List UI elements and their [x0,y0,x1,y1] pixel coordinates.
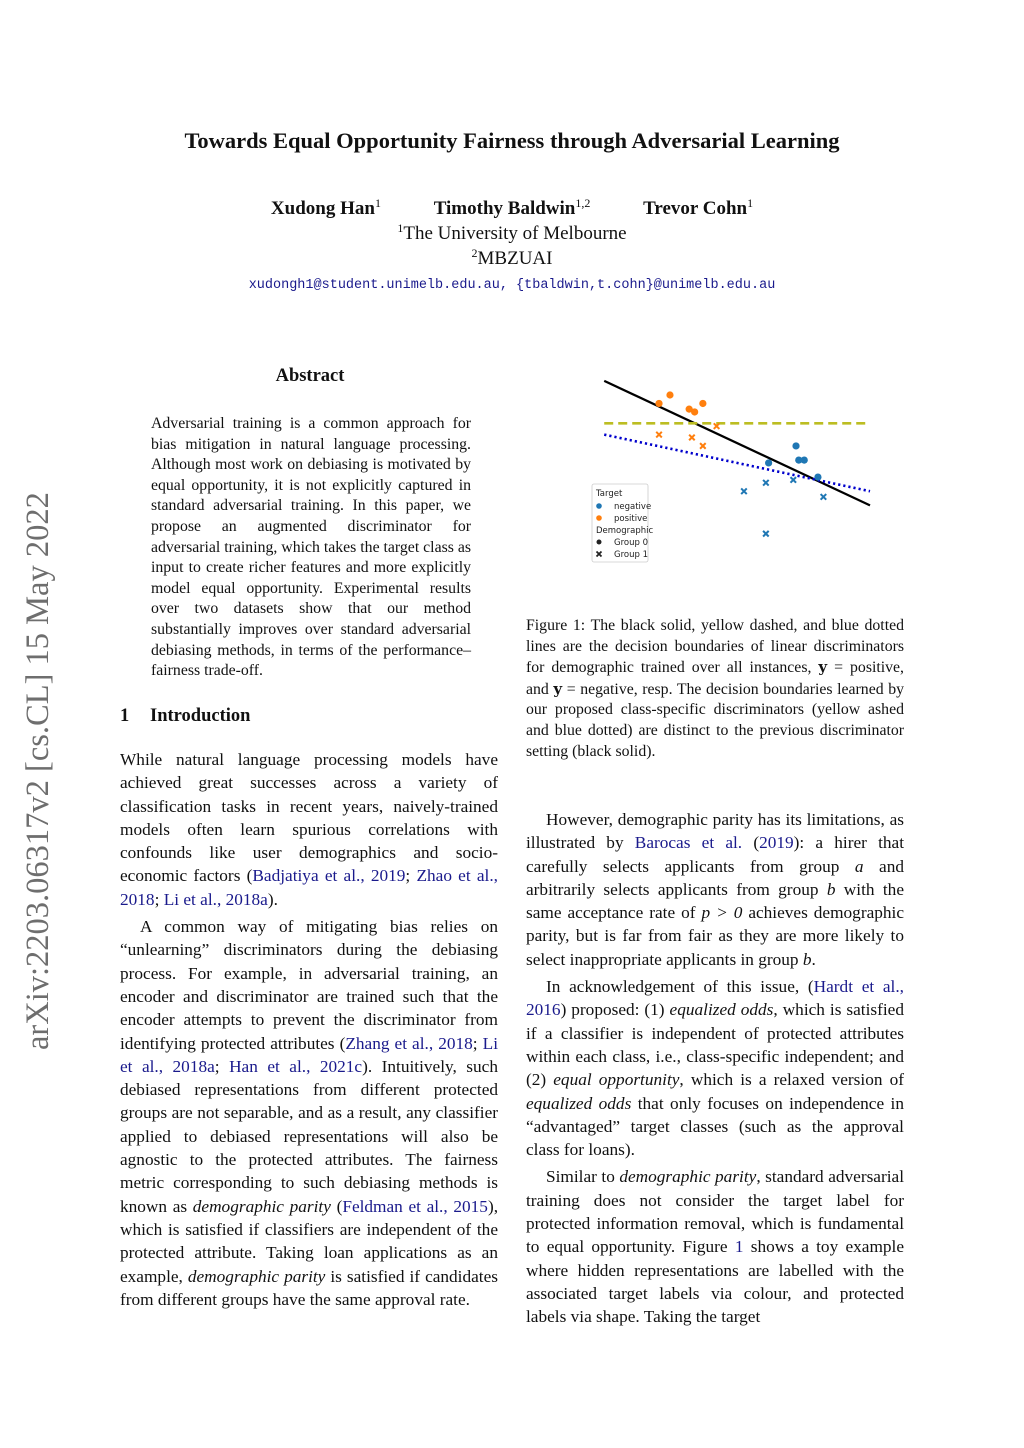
data-point-negative-group1 [763,480,769,486]
legend-negative-label: negative [614,502,652,512]
author-name: Xudong Han$^1$ [270,196,381,219]
arxiv-stamp: arXiv:2203.06317v2 [cs.CL] 15 May 2022 [20,492,56,1050]
abstract-text: Adversarial training is a common approach for bias mitigation in natural language processing. Although most work on debiasing is motivated by equal opportunity, it is not explicitly captured in standard adversarial training. In this paper, we propose an augmented discriminator for adversarial training, which takes the target class as input to create richer features and more explicitly model equal opportunity. Experimental results over two datasets show that our method substantially improves over standard adversarial debiasing methods, in terms of the performance–fairness trade-off. [151,415,471,680]
affiliation: $^2$MBZUAI [471,246,553,269]
citation-link[interactable]: Hardt et al., 2016 [526,977,904,1020]
data-point-positive-group1 [700,443,706,449]
author-list [0,198,1024,220]
right-column-body [526,808,904,1329]
paragraph: Similar to demographic parity, standard adversarial training does not consider the target label for protected information removal, which is fundamental to equal opportunity. Figure 1 shows a toy example where hidden representations are labelled with the associated target labels via colour, and protected labels via shape. Taking the target [526,1167,905,1327]
paragraph: In acknowledgement of this issue, (Hardt et al., 2016) proposed: (1) equalized odds, which is satisfied if a classifier is independent of protected attributes within each class, i.e., class-specific independent; and (2) equal opportunity, which is a relaxed version of equalized odds that only focuses on independence in “advantaged” target classes (such as the approval class for loans). [526,977,904,1160]
citation-link[interactable]: Zhang et al., 2018 [345,1033,473,1053]
data-point-positive-group0 [655,400,662,407]
citation-link[interactable]: Feldman et al., 2015 [342,1196,488,1216]
data-point-positive-group0 [691,408,698,415]
chart-legend [592,484,653,562]
data-point-negative-group1 [763,531,769,537]
affiliation: $^1$The University of Melbourne [397,221,627,244]
paragraph: A common way of mitigating bias relies on “unlearning” discriminators during the debiasing process. For example, in adversarial training, an encoder and discriminator are trained such that the encoder attempts to prevent the discriminator from identifying protected attributes (Zhang et al., 2018; Li et al., 2018a; Han et al., 2021c). Intuitively, such debiased representations from different protected groups are not separable, and as a result, any classifier applied to debiased representations will also be agnostic to the protected attributes. The fairness metric corresponding to such debiasing methods is known as demographic parity (Feldman et al., 2015), which is satisfied if classifiers are independent of the protected attribute. Taking loan applications as an example, demographic parity is satisfied if candidates from different groups have the same approval rate. [120,917,499,1309]
legend-title-target: Target [596,489,623,499]
paragraph: While natural language processing models have achieved great successes across a variety of classification tasks in recent years, naively-trained models often learn spurious correlations with confounds like user demographics and socio-economic factors (Badjatiya et al., 2019; Zhao et al., 2018; Li et al., 2018a). [120,750,498,909]
data-point-negative-group0 [814,473,821,480]
legend-group0-label: Group 0 [614,538,648,548]
legend-group1-label: Group 1 [614,550,648,560]
data-point-negative-group1 [790,477,796,483]
section-heading: 1 Introduction [120,706,251,726]
citation-link[interactable]: Zhao et al., 2018 [120,866,498,909]
author-name: Timothy Baldwin$^{1,2}$ [433,196,591,219]
figure-reference-link[interactable]: 1 [734,1237,744,1257]
legend-negative-marker [596,503,602,509]
data-point-positive-group0 [699,400,706,407]
citation-link[interactable]: Li et al., 2018a [120,1033,499,1076]
abstract-heading: Abstract [275,366,345,386]
citation-link[interactable]: Li et al., 2018a [163,889,268,909]
paragraph: However, demographic parity has its limitations, as illustrated by Barocas et al. (2019): a hirer that carefully selects applicants from group a and arbitrarily selects applicants from group b with the same acceptance rate of p > 0 achieves demographic parity, but is far from fair as they are more likely to select inappropriate applicants in group b. [526,810,905,969]
paper-title: Towards Equal Opportunity Fairness through Adversarial Learning [184,128,840,153]
data-point-positive-group1 [689,435,695,441]
data-point-negative-group0 [801,456,808,463]
data-point-positive-group0 [666,391,673,398]
data-point-negative-group0 [765,459,772,466]
citation-link[interactable]: Han et al., 2021c [229,1056,363,1076]
citation-link[interactable]: 2019 [759,833,794,853]
citation-link[interactable]: Barocas et al. [634,833,743,853]
legend-positive-marker [596,515,602,521]
citation-link[interactable]: Badjatiya et al., 2019 [252,866,406,886]
data-point-positive-group1 [656,432,662,438]
data-point-negative-group0 [792,442,799,449]
scatter-points [655,391,826,536]
legend-positive-label: positive [614,514,648,524]
data-point-negative-group1 [821,494,827,500]
figure-1-caption: Figure 1: The black solid, yellow dashed, and blue dotted lines are the decision boundaries of linear discriminators for demographic trained over all instances, y = positive, and y = negative, resp. The decision boundaries learned by our proposed class-specific discriminators (yellow ashed and blue dotted) are distinct to the previous discriminator setting (black solid). [526,617,904,760]
figure-1-scatter-plot [588,372,878,568]
data-point-negative-group1 [741,488,747,494]
left-column-body [120,748,498,1311]
author-emails[interactable]: xudongh1@student.unimelb.edu.au, {tbaldwin,t.cohn}@unimelb.edu.au [248,278,776,293]
author-name: Trevor Cohn$^1$ [643,196,754,219]
legend-group0-marker [597,540,602,545]
legend-title-demographic: Demographic [596,526,654,536]
